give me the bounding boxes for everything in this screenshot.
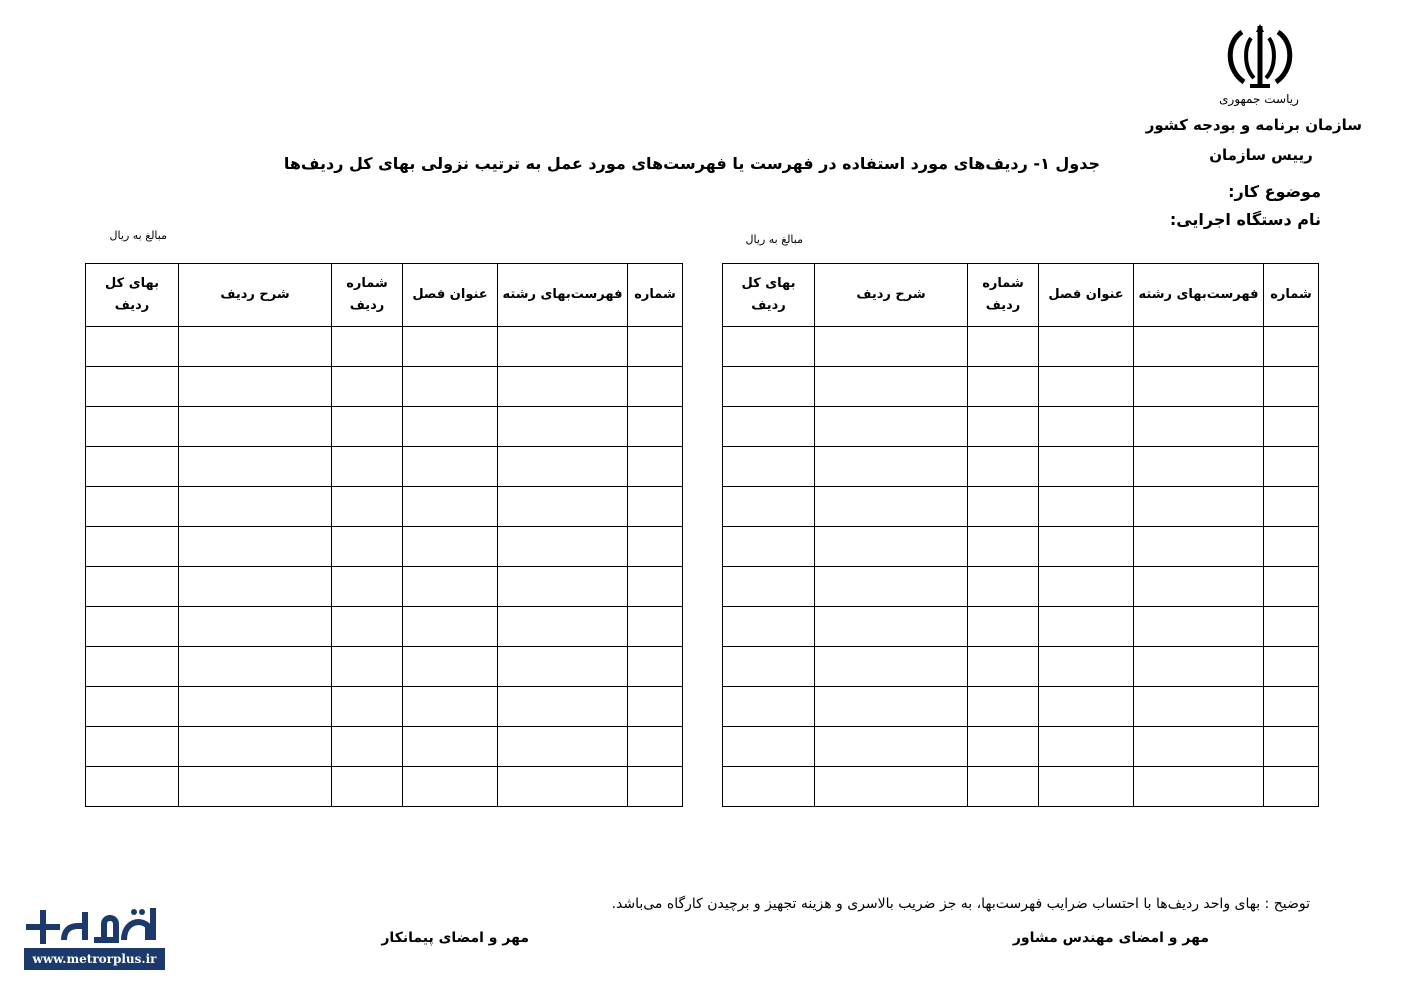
table-cell-chapter-title <box>403 687 498 727</box>
table-cell-item-number <box>968 687 1039 727</box>
table-row <box>723 327 1319 367</box>
table-cell-chapter-title <box>403 367 498 407</box>
table-cell-number <box>628 407 683 447</box>
table-header-row <box>86 264 683 327</box>
head-of-organization: رییس سازمان <box>1209 146 1313 164</box>
table-cell-price-list <box>498 727 628 767</box>
column-header-number: شماره <box>628 264 683 327</box>
table-row <box>86 527 683 567</box>
table-cell-item-description <box>815 567 968 607</box>
logo-website: www.metrorplus.ir <box>24 948 165 970</box>
table-cell-item-number <box>968 487 1039 527</box>
column-header-chapter-title: عنوان فصل <box>1039 264 1134 327</box>
table-cell-price-list <box>498 607 628 647</box>
table-cell-item-description <box>815 327 968 367</box>
table-cell-item-description <box>815 687 968 727</box>
table-cell-item-description <box>179 687 332 727</box>
table-cell-total-price <box>86 687 179 727</box>
table-cell-chapter-title <box>403 727 498 767</box>
table-cell-item-description <box>815 607 968 647</box>
table-cell-chapter-title <box>403 607 498 647</box>
table-cell-price-list <box>498 767 628 807</box>
consultant-signature-label: مهر و امضای مهندس مشاور <box>1012 930 1209 946</box>
table-cell-item-number <box>968 447 1039 487</box>
table-cell-item-description <box>179 487 332 527</box>
table-cell-price-list <box>498 407 628 447</box>
column-header-number: شماره <box>1264 264 1319 327</box>
table-cell-chapter-title <box>1039 367 1134 407</box>
table-cell-item-description <box>815 647 968 687</box>
table-cell-chapter-title <box>403 447 498 487</box>
table-cell-item-number <box>332 367 403 407</box>
table-cell-total-price <box>723 567 815 607</box>
table-cell-chapter-title <box>1039 567 1134 607</box>
table-cell-item-description <box>179 527 332 567</box>
table-row <box>86 407 683 447</box>
column-header-chapter-title: عنوان فصل <box>403 264 498 327</box>
table-cell-item-number <box>968 767 1039 807</box>
items-table-left <box>85 263 683 807</box>
table-cell-number <box>628 327 683 367</box>
table-row <box>723 607 1319 647</box>
table-cell-number <box>1264 607 1319 647</box>
table-cell-chapter-title <box>403 527 498 567</box>
table-cell-price-list <box>498 367 628 407</box>
table-row <box>86 447 683 487</box>
table-cell-item-description <box>179 607 332 647</box>
table-cell-total-price <box>723 687 815 727</box>
table-cell-price-list <box>1134 687 1264 727</box>
table-cell-number <box>1264 447 1319 487</box>
table-cell-item-description <box>815 487 968 527</box>
table-cell-number <box>1264 527 1319 567</box>
table-cell-number <box>628 607 683 647</box>
table-cell-total-price <box>86 407 179 447</box>
table-cell-item-description <box>179 647 332 687</box>
table-cell-item-number <box>968 367 1039 407</box>
table-cell-number <box>1264 487 1319 527</box>
table-cell-item-number <box>332 527 403 567</box>
table-cell-total-price <box>723 727 815 767</box>
table-cell-price-list <box>1134 487 1264 527</box>
table-cell-chapter-title <box>1039 407 1134 447</box>
table-cell-price-list <box>498 647 628 687</box>
column-header-total-price: بهای کل ردیف <box>86 264 179 327</box>
table-row <box>723 447 1319 487</box>
table-cell-total-price <box>86 487 179 527</box>
table-cell-total-price <box>723 767 815 807</box>
table-cell-price-list <box>498 567 628 607</box>
presidency-label: ریاست جمهوری <box>1219 92 1299 106</box>
table-row <box>723 767 1319 807</box>
table-row <box>723 727 1319 767</box>
table-cell-number <box>1264 327 1319 367</box>
table-cell-number <box>628 367 683 407</box>
table-cell-number <box>628 767 683 807</box>
table-cell-price-list <box>498 527 628 567</box>
table-cell-chapter-title <box>1039 647 1134 687</box>
table-cell-item-description <box>179 447 332 487</box>
table-cell-item-number <box>968 527 1039 567</box>
work-subject-label: موضوع کار: <box>1228 182 1321 201</box>
page-title: جدول ۱- ردیف‌های مورد استفاده در فهرست یا فهرست‌های مورد عمل به ترتیب نزولی بهای کل ردیف‌ها <box>283 154 1100 173</box>
table-row <box>86 727 683 767</box>
table-cell-item-description <box>179 327 332 367</box>
table-cell-number <box>1264 687 1319 727</box>
table-row <box>723 687 1319 727</box>
table-cell-item-number <box>968 727 1039 767</box>
table-cell-total-price <box>723 367 815 407</box>
table-row <box>723 367 1319 407</box>
table-cell-price-list <box>1134 647 1264 687</box>
table-cell-item-description <box>179 407 332 447</box>
table-cell-chapter-title <box>1039 447 1134 487</box>
table-cell-price-list <box>498 487 628 527</box>
table-cell-total-price <box>723 327 815 367</box>
table-cell-chapter-title <box>1039 527 1134 567</box>
table-cell-price-list <box>498 327 628 367</box>
table-cell-chapter-title <box>1039 767 1134 807</box>
table-cell-item-description <box>815 527 968 567</box>
table-cell-total-price <box>723 447 815 487</box>
table-row <box>86 767 683 807</box>
table-cell-item-description <box>179 727 332 767</box>
table-cell-total-price <box>86 767 179 807</box>
table-cell-item-number <box>968 647 1039 687</box>
table-cell-chapter-title <box>1039 487 1134 527</box>
table-cell-price-list <box>1134 567 1264 607</box>
table-cell-price-list <box>1134 727 1264 767</box>
table-cell-item-description <box>815 767 968 807</box>
table-cell-item-description <box>815 407 968 447</box>
table-cell-item-number <box>968 327 1039 367</box>
table-cell-chapter-title <box>403 567 498 607</box>
table-cell-total-price <box>723 527 815 567</box>
table-row <box>86 647 683 687</box>
table-cell-total-price <box>86 727 179 767</box>
table-cell-total-price <box>86 647 179 687</box>
table-cell-total-price <box>723 607 815 647</box>
column-header-item-number: شماره ردیف <box>332 264 403 327</box>
table-cell-item-number <box>332 407 403 447</box>
table-cell-price-list <box>1134 447 1264 487</box>
table-cell-item-description <box>179 567 332 607</box>
column-header-item-number: شماره ردیف <box>968 264 1039 327</box>
table-row <box>86 367 683 407</box>
table-cell-number <box>628 647 683 687</box>
table-cell-price-list <box>1134 527 1264 567</box>
table-cell-number <box>628 487 683 527</box>
table-row <box>86 487 683 527</box>
table-cell-total-price <box>723 487 815 527</box>
table-cell-price-list <box>1134 327 1264 367</box>
table-cell-item-description <box>179 767 332 807</box>
table-row <box>723 567 1319 607</box>
table-cell-item-description <box>815 727 968 767</box>
table-cell-total-price <box>723 647 815 687</box>
table-cell-chapter-title <box>403 327 498 367</box>
table-cell-chapter-title <box>1039 607 1134 647</box>
table-cell-number <box>1264 567 1319 607</box>
table-cell-number <box>628 447 683 487</box>
table-cell-total-price <box>86 527 179 567</box>
table-cell-item-number <box>332 447 403 487</box>
table-cell-price-list <box>1134 767 1264 807</box>
table-cell-number <box>1264 727 1319 767</box>
table-cell-number <box>1264 407 1319 447</box>
table-cell-chapter-title <box>403 407 498 447</box>
table-cell-item-number <box>332 687 403 727</box>
column-header-total-price: بهای کل ردیف <box>723 264 815 327</box>
table-cell-price-list <box>1134 407 1264 447</box>
table-cell-number <box>1264 767 1319 807</box>
items-table-right <box>722 263 1319 807</box>
contractor-signature-label: مهر و امضای پیمانکار <box>381 930 529 946</box>
table-row <box>723 647 1319 687</box>
table-header-row <box>723 264 1319 327</box>
table-cell-item-number <box>332 647 403 687</box>
column-header-price-list: فهرست‌بهای رشته <box>1134 264 1264 327</box>
table-cell-item-number <box>332 727 403 767</box>
table-cell-item-description <box>179 367 332 407</box>
table-cell-total-price <box>723 407 815 447</box>
currency-unit-right: مبالغ به ریال <box>745 233 803 246</box>
table-cell-price-list <box>498 447 628 487</box>
table-cell-item-number <box>332 767 403 807</box>
currency-unit-left: مبالغ به ریال <box>109 229 167 242</box>
table-cell-total-price <box>86 367 179 407</box>
table-cell-price-list <box>1134 367 1264 407</box>
table-cell-total-price <box>86 327 179 367</box>
table-cell-chapter-title <box>1039 327 1134 367</box>
table-cell-item-number <box>332 487 403 527</box>
iran-emblem-icon <box>1222 24 1298 90</box>
table-row <box>86 327 683 367</box>
column-header-item-description: شرح ردیف <box>179 264 332 327</box>
table-cell-number <box>628 687 683 727</box>
table-row <box>723 487 1319 527</box>
table-cell-item-number <box>968 407 1039 447</box>
table-cell-number <box>628 727 683 767</box>
table-cell-total-price <box>86 607 179 647</box>
table-cell-item-description <box>815 447 968 487</box>
table-cell-number <box>628 527 683 567</box>
organization-name: سازمان برنامه و بودجه کشور <box>1145 116 1362 134</box>
table-cell-chapter-title <box>1039 727 1134 767</box>
table-row <box>723 407 1319 447</box>
table-cell-item-number <box>332 567 403 607</box>
table-cell-item-number <box>968 567 1039 607</box>
table-row <box>723 527 1319 567</box>
table-cell-total-price <box>86 567 179 607</box>
table-cell-total-price <box>86 447 179 487</box>
footnote: توضیح : بهای واحد ردیف‌ها با احتساب ضرایب فهرست‌بها، به جز ضریب بالاسری و هزینه تجهیز و برچیدن کارگاه می‌باشد. <box>611 896 1310 912</box>
table-cell-chapter-title <box>403 647 498 687</box>
table-row <box>86 687 683 727</box>
column-header-price-list: فهرست‌بهای رشته <box>498 264 628 327</box>
table-cell-price-list <box>1134 607 1264 647</box>
table-cell-chapter-title <box>1039 687 1134 727</box>
table-cell-item-number <box>332 327 403 367</box>
executive-agency-label: نام دستگاه اجرایی: <box>1169 210 1321 229</box>
table-cell-price-list <box>498 687 628 727</box>
table-cell-number <box>628 567 683 607</box>
table-cell-item-number <box>968 607 1039 647</box>
metrorplus-logo <box>24 902 165 970</box>
table-cell-number <box>1264 647 1319 687</box>
table-cell-chapter-title <box>403 767 498 807</box>
table-cell-item-number <box>332 607 403 647</box>
table-row <box>86 607 683 647</box>
table-row <box>86 567 683 607</box>
table-cell-chapter-title <box>403 487 498 527</box>
table-cell-item-description <box>815 367 968 407</box>
column-header-item-description: شرح ردیف <box>815 264 968 327</box>
table-cell-number <box>1264 367 1319 407</box>
metrorplus-logo-mark-icon <box>24 902 165 946</box>
